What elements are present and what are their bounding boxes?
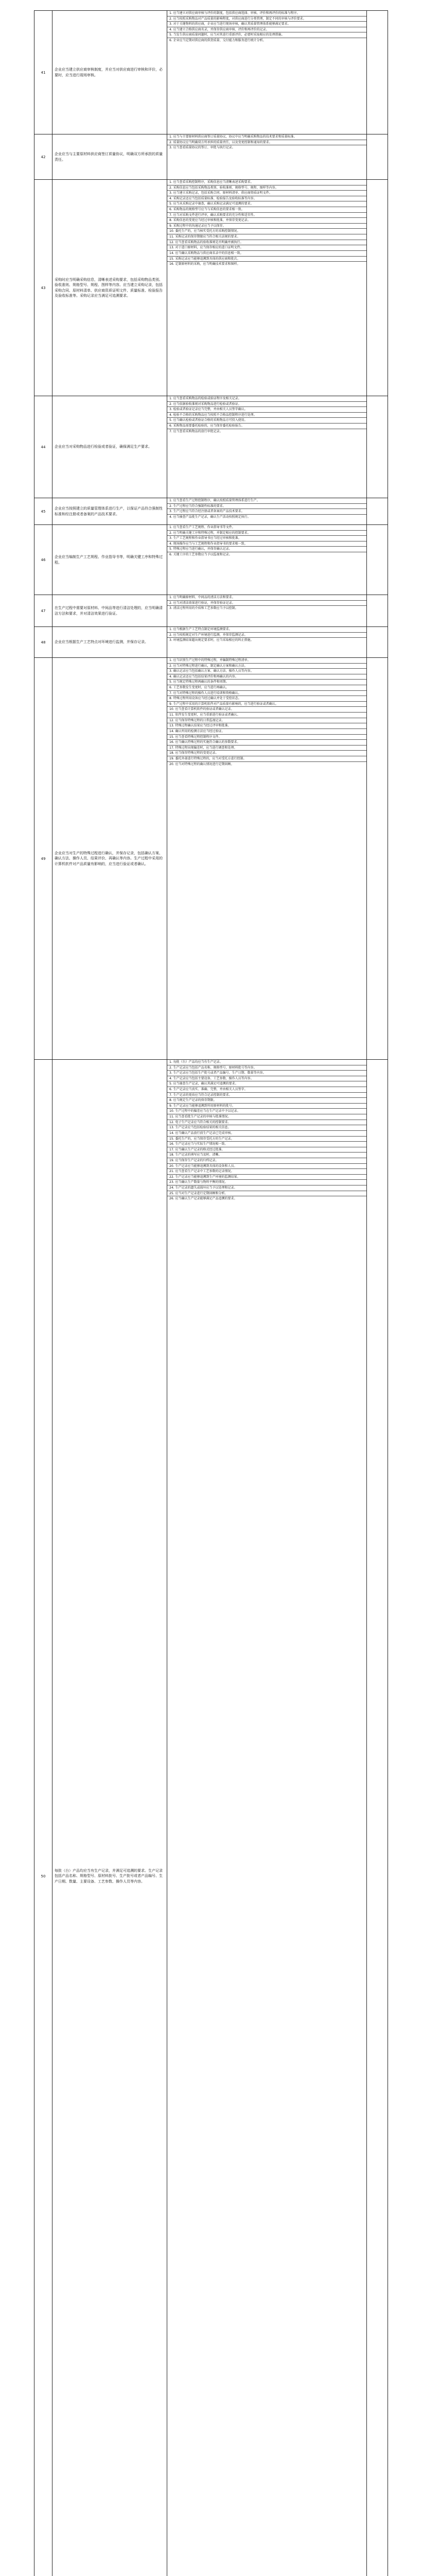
result-cell	[367, 180, 388, 396]
requirement-line: 25. 应当对生产记录进行定期回顾和分析。	[167, 1191, 366, 1196]
requirement-line: 1. 每批（台）产品均应当有生产记录。	[169, 1060, 223, 1064]
requirement-line: 12. 应当查看采购物品的验收准则是否明确并被执行。	[167, 240, 366, 245]
inspection-item: 在生产过程中需要对原材料、中间品等进行清洁处理的，应当明确清洁方法和要求，并对清洁效果进行验证。	[52, 595, 167, 627]
requirement-line: 19. 委托外部进行特殊过程的，应当对受托方进行控制。	[167, 756, 366, 761]
requirement-line: 4. 应当抽查产品批生产记录，确认生产活动按照规定执行。	[167, 514, 366, 520]
requirement-line: 8. 采购信息的变更应当经过审核和批准，并保存变更记录。	[167, 217, 366, 223]
requirement-line: 3. 确认记录应当包括确认方案、确认方法、操作人员等内容。	[167, 668, 366, 674]
requirement-line: 3. 清洁过程所用的介质和工艺参数应当予以控制。	[167, 605, 366, 611]
requirements-cell	[167, 498, 367, 525]
requirement-line: 4. 确认记录还应当包括结果评价和再确认的内容。	[167, 674, 366, 680]
requirements-cell	[167, 396, 367, 498]
item-number: 50	[34, 1060, 52, 2576]
requirements-cell	[167, 627, 367, 658]
requirement-line: 1. 应当根据生产工艺特点制定环境监测要求。	[169, 628, 232, 631]
requirements-cell	[167, 134, 367, 180]
inspection-item: 企业应当建立供应商审核制度，并应当对供应商进行审核和评价，必要时，应当进行现场审核。	[52, 11, 167, 134]
requirement-line: 13. 对于进口原材料，应当保存相应的进口证明文件。	[167, 245, 366, 250]
requirement-line: 20. 应当对特殊过程的确认情况进行定期回顾。	[167, 761, 366, 767]
item-number: 42	[34, 134, 52, 180]
requirement-line: 2. 应当对特殊过程进行确认，制定确认方案和确认方法。	[167, 663, 366, 669]
result-cell	[367, 595, 388, 627]
requirement-line: 2. 应当对清洁效果进行验证，并保存验证记录。	[167, 600, 366, 606]
item-number: 43	[34, 180, 52, 396]
requirement-line: 19. 应当保存生产记录的归档记录。	[167, 1158, 366, 1163]
requirements-cell	[167, 525, 367, 595]
requirement-line: 3. 应当建立采购记录，包括采购合同、原材料清单、供应商资质证明文件。	[167, 190, 366, 196]
requirement-line: 3. 生产记录应当包括生产批号或者产品编号、生产日期、数量等内容。	[167, 1070, 366, 1076]
requirement-line: 3. 对于关键物料的供应商，企业应当进行现场审核，确认其质量管理体系能够满足要求。	[167, 21, 366, 27]
requirement-line: 1. 应当查看采购物品的检验或验证程序及相关记录。	[169, 397, 241, 400]
table-body	[34, 11, 388, 2576]
requirement-line: 6. 采购物品的规格型号应当与采购信息的要求相一致。	[167, 207, 366, 212]
result-cell	[367, 525, 388, 595]
requirement-line: 23. 应当确认生产数量与物料平衡的情况。	[167, 1179, 366, 1185]
requirement-line: 16. 应当确认特殊过程的实施符合确认的参数要求。	[167, 739, 366, 745]
result-cell	[367, 134, 388, 180]
requirement-line: 6. 生产记录应当真实、准确、完整，并由相关人员签字。	[167, 1087, 366, 1092]
result-cell	[367, 11, 388, 134]
requirement-line: 12. 应当保存特殊过程的日常监视记录。	[167, 718, 366, 723]
inspection-item: 企业应当根据生产工艺特点对环境进行监测，并保存记录。	[52, 627, 167, 658]
table-row	[34, 595, 388, 627]
requirement-line: 3. 环境监测结果超出规定要求时，应当采取相应的纠正措施。	[167, 637, 366, 643]
inspection-item: 企业应当编制生产工艺规程、作业指导书等，明确关键工序和特殊过程。	[52, 525, 167, 595]
requirement-line: 16. 生产记录应当与实际生产情况相一致。	[167, 1141, 366, 1147]
item-number: 45	[34, 498, 52, 525]
requirement-line: 14. 应当确认采购物品与供应商名录中的信息相一致。	[167, 250, 366, 256]
requirement-line: 7. 应当对采购文件进行评审，确认采购要求的充分性和适宜性。	[167, 212, 366, 218]
requirement-line: 1. 应当识别生产过程中的特殊过程，并编制特殊过程清单。	[169, 658, 251, 662]
inspection-item: 企业应当与主要原材料供应商签订质量协议，明确双方所承担的质量责任。	[52, 134, 167, 180]
requirement-line: 11. 采购记录的保存期限应当符合相关法规的要求。	[167, 234, 366, 240]
table-row	[34, 134, 388, 180]
item-number: 49	[34, 658, 52, 1060]
requirement-line: 20. 生产记录应当能够追溯到具体的设备和人员。	[167, 1163, 366, 1169]
requirements-table	[34, 10, 388, 2576]
requirement-line: 5. 应当规定特殊过程再确认的条件和周期。	[167, 679, 366, 685]
requirement-line: 10. 应当查看计算机软件的验证或者确认记录。	[167, 706, 366, 712]
result-cell	[367, 627, 388, 658]
requirement-line: 16. 定制原材料的采购，应当明确技术要求和图样。	[167, 261, 366, 267]
requirement-line: 5. 当发生供应商质量问题时，应当对其进行重新评价，必要时采取相应的处理措施。	[167, 32, 366, 38]
inspection-item: 企业应当对生产的特殊过程进行确认，并保存记录，包括确认方案、确认方法、操作人员、结果评价、再确认等内容。生产过程中采用的计算机软件对产品质量有影响的，应当进行验证或者确认。	[52, 658, 167, 1060]
item-number: 48	[34, 627, 52, 658]
requirement-line: 6. 关键工序的工艺参数应当予以监视和记录。	[167, 552, 366, 557]
requirement-line: 11. 软件发生变更时，应当重新进行验证或者确认。	[167, 712, 366, 718]
requirement-line: 5. 应当抽查生产记录，确认其满足可追溯的要求。	[167, 1081, 366, 1087]
requirement-line: 6. 工艺参数发生变更时，应当进行再确认。	[167, 685, 366, 690]
requirement-line: 14. 应当确认产品放行前生产记录已完成审核。	[167, 1130, 366, 1136]
requirement-line: 6. 企业应当定期对供应商的供货质量、交付能力和服务进行统计分析。	[167, 38, 366, 43]
table-row	[34, 1060, 388, 2576]
requirement-line: 8. 特殊过程所用设备应当经过确认并处于受控状态。	[167, 696, 366, 701]
table-row	[34, 658, 388, 1060]
inspection-item: 每批（台）产品均应当有生产记录，并满足可追溯的要求。生产记录包括产品名称、规格型号、原材料批号、生产批号或者产品编号、生产日期、数量、主要设备、工艺参数、操作人员等内容。	[52, 1060, 167, 2576]
requirement-line: 1. 应当建立对供应商审核与评价的制度，包括供应商选择、审核、评价和再评价的标准与程序。	[169, 11, 300, 15]
result-cell	[367, 658, 388, 1060]
table-row	[34, 11, 388, 134]
requirements-cell	[167, 658, 367, 1060]
requirement-line: 4. 采购记录还应当包括质量标准、检验报告及验收标准等内容。	[167, 196, 366, 201]
requirement-line: 4. 检验不合格的采购物品应当按照不合格品控制程序进行处理。	[167, 412, 366, 418]
requirements-cell	[167, 11, 367, 134]
requirement-line: 1. 应当查看采购控制程序，采购信息应当清晰表述采购要求。	[169, 180, 254, 184]
requirement-line: 2. 生产记录应当包括产品名称、规格型号、原材料批号等内容。	[167, 1065, 366, 1071]
requirement-line: 10. 委托生产的，应当核实受托方的采购控制情况。	[167, 228, 366, 234]
requirement-line: 2. 应当依据验收准则对采购物品进行检验或者验证。	[167, 401, 366, 407]
requirement-line: 4. 现场操作应当与工艺规程和作业指导书的要求相一致。	[167, 541, 366, 547]
requirement-line: 2. 应当按照规定对生产环境进行监测，并保存监测记录。	[167, 632, 366, 638]
requirement-line: 1. 应当明确原材料、中间品的清洁方法和要求。	[169, 596, 235, 599]
requirement-line: 5. 应当从采购记录中抽查，确认采购记录满足可追溯的要求。	[167, 201, 366, 207]
requirement-line: 10. 生产过程中的偏差应当在生产记录中予以记录。	[167, 1108, 366, 1114]
requirement-line: 3. 检验或者验证记录应当完整，并由相关人员签字确认。	[167, 406, 366, 412]
table-row	[34, 180, 388, 396]
requirements-document	[34, 10, 388, 2576]
requirement-line: 2. 生产过程应当符合强制性标准的要求。	[167, 503, 366, 509]
requirement-line: 2. 应当按照采购物品对产品质量的影响程度，对供应商进行分类管理，制定不同的审核与评价要求。	[167, 16, 366, 22]
table-row	[34, 525, 388, 595]
requirement-line: 15. 应当查看特殊过程控制程序文件。	[167, 734, 366, 740]
requirement-line: 8. 应当规定生产记录的保存期限。	[167, 1097, 366, 1103]
requirement-line: 26. 应当确认生产记录能够满足产品追溯的要求。	[167, 1196, 366, 1201]
result-cell	[367, 498, 388, 525]
requirement-line: 3. 应当查看质量协议的签订、审批与执行记录。	[167, 145, 366, 150]
requirement-line: 12. 电子生产记录应当符合相关的控制要求。	[167, 1120, 366, 1125]
requirement-line: 7. 应当对特殊过程的操作人员进行培训和资格确认。	[167, 690, 366, 696]
table-row	[34, 627, 388, 658]
inspection-item: 采购时应当明确采购信息，清晰表述采购要求，包括采购物品类别、验收准则、规格型号、规程、图样等内容。应当建立采购记录，包括采购合同、原材料清单、供应商资质证明文件、质量标准、检验报告及验收标准等。采购记录应当满足可追溯要求。	[52, 180, 167, 396]
inspection-item: 企业应当按照建立的质量管理体系进行生产，以保证产品符合强制性标准和经注册或者备案的产品技术要求。	[52, 498, 167, 525]
result-cell	[367, 1060, 388, 2576]
requirement-line: 14. 确认所用的检测方法应当经过验证。	[167, 728, 366, 734]
requirement-line: 1. 应当与主要原材料供应商签订质量协议，协议中应当明确采购物品的技术要求和质量标准。	[169, 135, 297, 139]
requirement-line: 5. 应当确认检验或者验证合格的采购物品方可投入使用。	[167, 417, 366, 423]
requirement-line: 2. 采购信息应当包括采购物品类别、验收准则、规格型号、规程、图样等内容。	[167, 185, 366, 191]
requirement-line: 13. 特殊过程确认结果应当经过评审和批准。	[167, 723, 366, 728]
requirement-line: 5. 特殊过程应当进行确认，并保存确认记录。	[167, 546, 366, 552]
requirement-line: 4. 生产记录应当包括主要设备、工艺参数、操作人员等内容。	[167, 1076, 366, 1081]
requirement-line: 15. 采购记录应当能够追溯到具体的供应商和批次。	[167, 256, 366, 262]
requirement-line: 9. 生产过程中采用的计算机软件对产品质量有影响的，应当进行验证或者确认。	[167, 701, 366, 707]
requirement-line: 3. 生产工艺规程和作业指导书应当经过审核和批准。	[167, 535, 366, 541]
requirement-line: 3. 生产过程应当符合经注册或者备案的产品技术要求。	[167, 509, 366, 514]
requirement-line: 13. 生产记录应当包括检验结果的相关信息。	[167, 1125, 366, 1130]
requirement-line: 1. 应当查看生产工艺规程、作业指导书等文件。	[169, 526, 235, 529]
table-row	[34, 396, 388, 498]
requirement-line: 9. 生产记录应当能够追溯到所用原材料的批号。	[167, 1103, 366, 1109]
table-row	[34, 498, 388, 525]
requirement-line: 24. 生产记录的遗失或损坏应当予以处理和记录。	[167, 1185, 366, 1191]
requirement-line: 2. 应当明确关键工序和特殊过程，并制定相应的控制要求。	[167, 530, 366, 536]
item-number: 44	[34, 396, 52, 498]
result-cell	[367, 396, 388, 498]
requirement-line: 2. 质量协议应当明确双方所承担的质量责任，以及变更控制和通知的要求。	[167, 140, 366, 145]
requirement-line: 11. 应当查看批生产记录的审核与批准情况。	[167, 1114, 366, 1120]
requirement-line: 21. 应当查看生产记录中工艺参数的记录情况。	[167, 1168, 366, 1174]
requirement-line: 7. 生产记录的更改应当符合记录控制的要求。	[167, 1092, 366, 1098]
requirement-line: 7. 应当查看采购物品的放行审批记录。	[167, 429, 366, 434]
requirement-line: 18. 生产记录的填写应当及时、清晰。	[167, 1152, 366, 1158]
item-number: 41	[34, 11, 52, 134]
requirement-line: 22. 生产记录应当能够追溯到生产环境的监测结果。	[167, 1174, 366, 1180]
requirements-cell	[167, 180, 367, 396]
item-number: 46	[34, 525, 52, 595]
inspection-item: 企业应当对采购物品进行检验或者验证，确保满足生产要求。	[52, 396, 167, 498]
requirement-line: 1. 应当查看生产过程控制程序，确认按照质量管理体系进行生产。	[169, 499, 260, 502]
requirement-line: 6. 采购物品需要委托检验的，应当保存委托检验报告。	[167, 423, 366, 429]
requirement-line: 4. 应当建立合格供应商名录，并保存供应商审核、评价和再评价的记录。	[167, 27, 366, 32]
requirement-line: 9. 采购过程中的沟通记录应当予以保存。	[167, 223, 366, 229]
item-number: 47	[34, 595, 52, 627]
requirements-cell	[167, 1060, 367, 2576]
requirement-line: 17. 特殊过程出现偏差时，应当进行调查和处理。	[167, 745, 366, 751]
requirements-cell	[167, 595, 367, 627]
requirement-line: 18. 应当保存特殊过程的变更记录。	[167, 750, 366, 756]
requirement-line: 17. 应当确认生产记录的格式经过批准。	[167, 1147, 366, 1153]
requirement-line: 15. 委托生产的，应当保存受托方的生产记录。	[167, 1136, 366, 1142]
